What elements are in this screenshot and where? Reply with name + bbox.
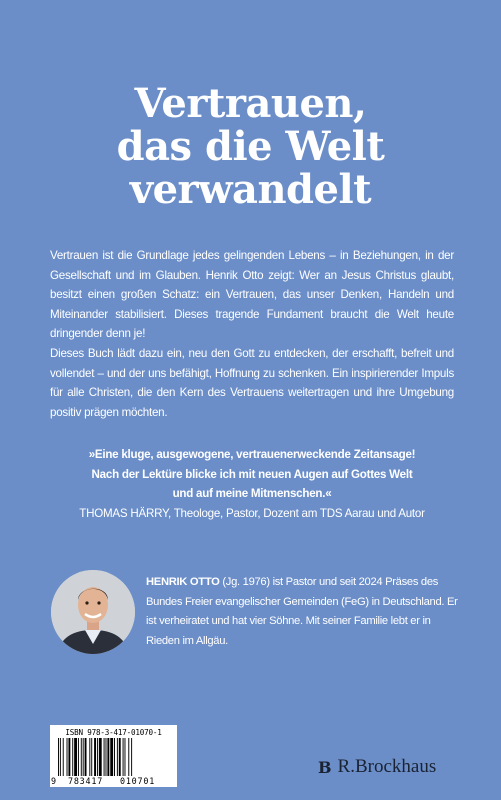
barcode-digits-right: 010701 [120,776,156,786]
author-photo [51,570,135,654]
description-paragraph-1: Vertrauen ist die Grundlage jedes gelingenden Lebens – in Beziehungen, in der Gesellschaft und im Glauben. Henrik Otto zeigt: Wer an Jesus Christus glaubt, besitzt einen großen Schatz: ein Vertrauen, das unser Denken, Handeln und Miteinander stabilisiert. Dieses tragende Fundament braucht die Welt heute dringender denn je! [50,249,454,341]
endorsement-quote-line-3: und auf meine Mitmenschen.« [172,487,332,501]
title-line-3: verwandelt [129,166,372,213]
barcode-digit-first: 9 [51,776,57,786]
description-paragraph-2: Dieses Buch lädt dazu ein, neu den Gott zu entdecken, der erschafft, befreit und vollendet – und der uns befähigt, Hoffnung zu schenken. Ein inspirierender Impuls für alle Christen, die den Kern des Vertrauens weitertragen und ihre Umgebung positiv prägen möchten. [50,347,454,419]
author-bio-text: (Jg. 1976) ist Pastor und seit 2024 Präses des Bundes Freier evangelischer Gemeinden (FeG) in Deutschland. Er ist verheiratet und hat vier Söhne. Mit seiner Familie lebt er in Rieden im Allgäu. [146,576,458,647]
isbn-label: ISBN 978-3-417-01070-1 [65,728,162,737]
barcode-bars-icon [58,738,169,776]
book-title [0,82,501,211]
barcode-digits-left: 783417 [68,776,104,786]
title-line-2: das die Welt [116,123,385,170]
author-name: HENRIK OTTO [146,576,220,588]
barcode [50,725,177,787]
endorsement [50,445,454,523]
endorsement-quote-line-2: Nach der Lektüre blicke ich mit neuen Augen auf Gottes Welt [91,467,413,481]
title-line-1: Vertrauen, [134,80,367,127]
author-portrait-icon [51,570,135,654]
endorsement-attribution: THOMAS HÄRRY, Theologe, Pastor, Dozent am TDS Aarau und Autor [79,506,425,520]
publisher-logo-icon: B [318,757,332,777]
endorsement-quote-line-1: »Eine kluge, ausgewogene, vertrauenerweckende Zeitansage! [88,448,416,461]
author-bio [146,573,458,651]
publisher-name: R.Brockhaus [337,756,437,777]
publisher [318,756,436,778]
